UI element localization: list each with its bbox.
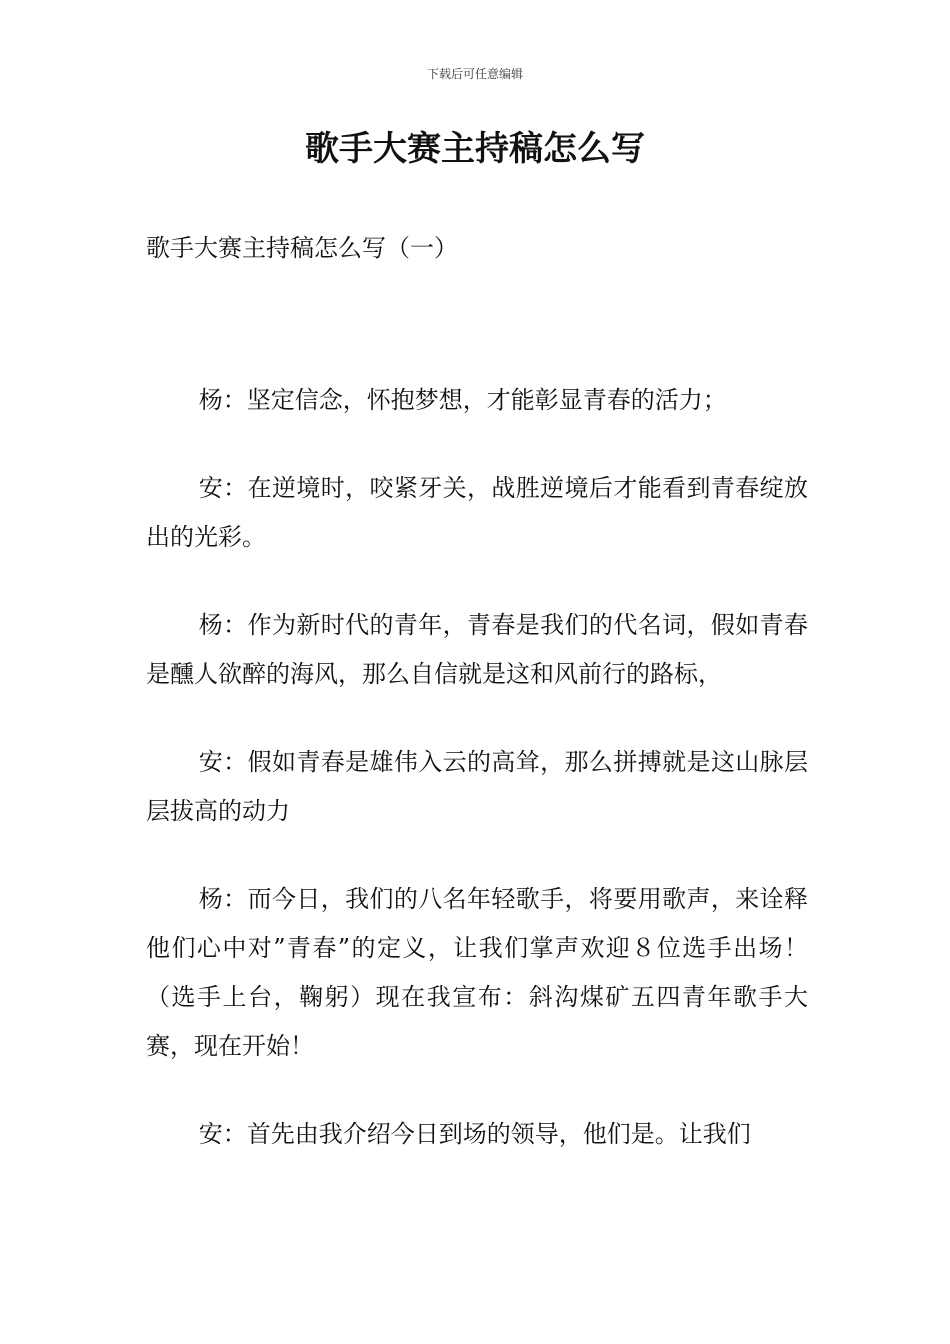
section-heading: 歌手大赛主持稿怎么写（一） bbox=[146, 234, 458, 262]
paragraph: 杨：坚定信念，怀抱梦想，才能彰显青春的活力； bbox=[198, 386, 727, 414]
paragraph: 安：假如青春是雄伟入云的高耸，那么拼搏就是这山脉层层拔高的动力 bbox=[146, 748, 808, 825]
header-note: 下载后可任意编辑 bbox=[426, 67, 523, 81]
document-title: 歌手大赛主持稿怎么写 bbox=[305, 129, 645, 169]
paragraph: 安：在逆境时，咬紧牙关，战胜逆境后才能看到青春绽放出的光彩。 bbox=[146, 474, 808, 551]
paragraph: 安：首先由我介绍今日到场的领导，他们是。让我们 bbox=[198, 1120, 751, 1148]
document-body bbox=[146, 376, 808, 1198]
paragraph: 杨：而今日，我们的八名年轻歌手，将要用歌声，来诠释他们心中对”青春”的定义，让我们掌声欢迎８位选手出场！（选手上台，鞠躬）现在我宣布：斜沟煤矿五四青年歌手大赛，现在开始！ bbox=[146, 885, 808, 1060]
paragraph: 杨：作为新时代的青年，青春是我们的代名词，假如青春是醺人欲醉的海风，那么自信就是这和风前行的路标， bbox=[146, 611, 808, 688]
